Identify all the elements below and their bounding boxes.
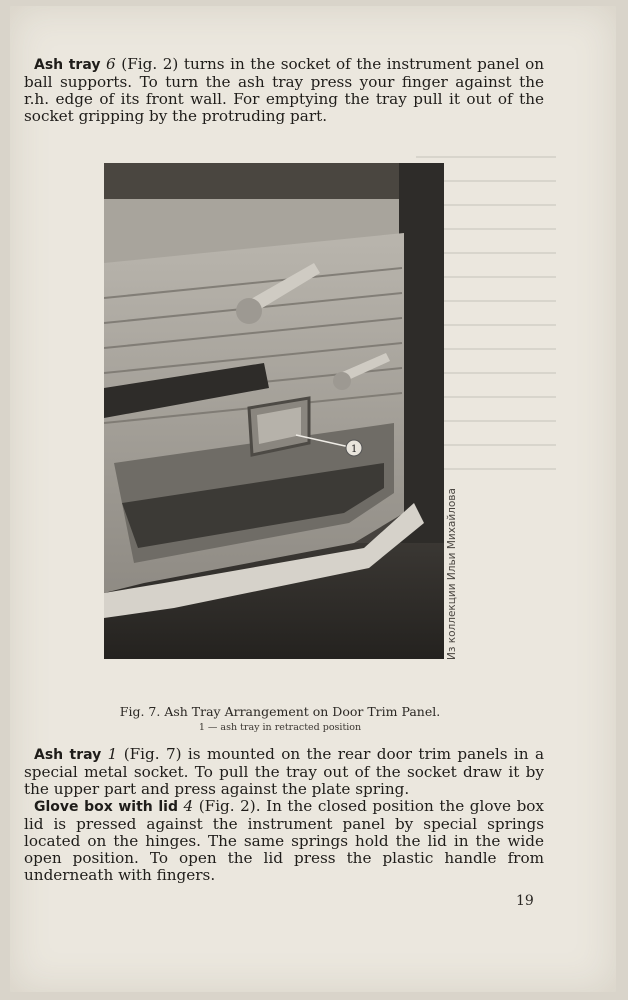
paragraph-heading: Glove box with lid bbox=[34, 799, 178, 815]
paragraph-body: (Fig. 2) turns in the socket of the instrument panel on ball supports. To turn the ash tray press your finger against the r.h. edge of its front wall. For emptying the tray pull it out of the socket gripping by the protruding part. bbox=[24, 55, 545, 125]
reference-number: 4 bbox=[183, 797, 194, 815]
lower-text-section bbox=[24, 746, 544, 884]
ash-tray-instrument-panel-paragraph bbox=[24, 56, 544, 125]
page-number: 19 bbox=[516, 893, 534, 909]
glove-box-paragraph bbox=[24, 798, 544, 884]
door-trim-photo bbox=[104, 163, 444, 659]
rear-ash-tray-paragraph bbox=[24, 746, 544, 798]
paragraph-body: (Fig. 2). In the closed position the glove box lid is pressed against the instrument panel by special springs located on the hinges. The same springs hold the lid in the wide open position. To open the lid press the plastic handle from underneath with fingers. bbox=[24, 797, 544, 884]
callout-label: 1 bbox=[351, 444, 358, 455]
figure-caption: Fig. 7. Ash Tray Arrangement on Door Trim Panel. bbox=[119, 704, 441, 719]
reference-number: 1 bbox=[107, 745, 118, 763]
paragraph-heading: Ash tray bbox=[34, 747, 102, 763]
collection-watermark: Из коллекции Ильи Михайлова bbox=[446, 488, 458, 660]
paragraph-heading: Ash tray bbox=[34, 57, 101, 73]
figure-legend: 1 — ash tray in retracted position bbox=[198, 722, 362, 733]
reference-number: 6 bbox=[106, 55, 116, 73]
paragraph-body: (Fig. 7) is mounted on the rear door trim panels in a special metal socket. To pull the tray out of the socket draw it by the upper part and press against the plate spring. bbox=[24, 745, 544, 798]
